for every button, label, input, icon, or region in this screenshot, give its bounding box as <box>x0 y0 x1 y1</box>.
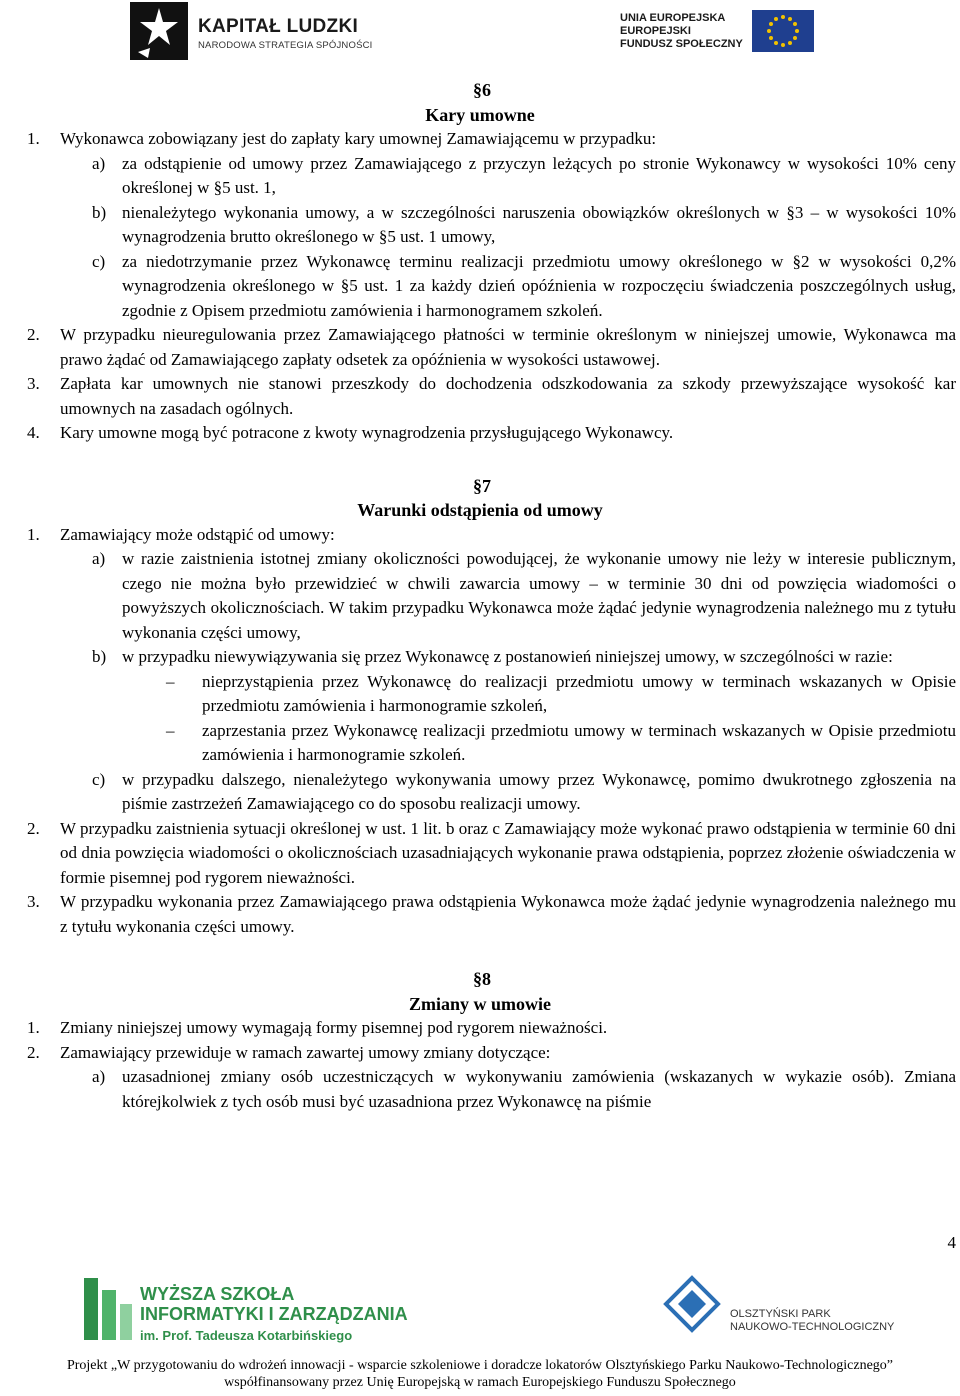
opnt-name <box>730 1308 894 1334</box>
s6-a-label: a) <box>92 153 106 173</box>
section-8-title: Zmiany w umowie <box>408 993 551 1014</box>
s7-paragraph-3 <box>0 890 956 939</box>
wsiiz-logo <box>80 1270 408 1352</box>
s7-b1-dash: – <box>166 671 175 691</box>
s6-p4-text: Kary umowne mogą być potracone z kwoty wynagrodzenia przysługującego Wykonawcy. <box>60 423 674 442</box>
s6-paragraph-3 <box>0 372 956 421</box>
s6-b-text: nienależytego wykonania umowy, a w szczególności naruszenia obowiązków określonych w §3 – w wysokości 10% wynagrodzenia brutto określonego w §5 ust. 1 umowy, <box>122 202 956 246</box>
footer-line-2: współfinansowany przez Unię Europejską w ramach Europejskiego Funduszu Społecznego <box>224 1375 736 1390</box>
s7-p3-text: W przypadku wykonania przez Zamawiającego prawa odstąpienia Wykonawca może żądać jedynie wynagrodzenia należnego mu z tytułu wykonania części umowy. <box>60 892 956 936</box>
s7-b2-dash: – <box>166 720 175 740</box>
opnt-emblem-icon <box>660 1274 724 1338</box>
s7-p2-text: W przypadku zaistnienia sytuacji określonej w ust. 1 lit. b oraz c Zamawiający może wykonać prawo odstąpienia w terminie 60 dni od dnia powzięcia wiadomości o okolicznościach uzasadniających wykonanie prawa odstąpienia, poprzez złożenie oświadczenia w formie pisemnej pod rygorem nieważności. <box>60 818 956 887</box>
page-header <box>0 0 960 64</box>
kapital-ludzki-emblem-icon <box>130 2 188 60</box>
wsiiz-line-1: WYŻSZA SZKOŁA <box>140 1284 295 1304</box>
opnt-line-1: OLSZTYŃSKI PARK <box>730 1308 831 1320</box>
eu-line-3: FUNDUSZ SPOŁECZNY <box>620 38 743 50</box>
s7-paragraph-2 <box>0 817 956 891</box>
eu-line-2: EUROPEJSKI <box>620 25 691 37</box>
s7-p3-number: 3. <box>27 892 40 911</box>
kapital-ludzki-logo <box>130 2 373 58</box>
s8-paragraph-2 <box>0 1041 956 1066</box>
s6-paragraph-4 <box>0 421 956 446</box>
s8-a-label: a) <box>92 1067 106 1086</box>
section-7-number: §7 <box>473 475 491 496</box>
section-6-title: Kary umowne <box>425 104 535 125</box>
s6-p3-text: Zapłata kar umownych nie stanowi przeszkody do dochodzenia odszkodowania za szkody przewyższające wysokość kar umownych na zasadach ogólnych. <box>60 374 956 418</box>
s8-p1-text: Zmiany niniejszej umowy wymagają formy pisemnej pod rygorem nieważności. <box>60 1018 608 1037</box>
s6-c-text: za niedotrzymanie przez Wykonawcę terminu realizacji przedmiotu umowy określonego w §2 w wysokości 0,2% wynagrodzenia określonego w §5 ust. 1 za każdy dzień opóźnienia w rozpoczęciu świadczenia poszczególnych usług, zgodnie z Opisem przedmiotu zamówienia i harmonogramem szkoleń. <box>122 251 956 320</box>
s7-p2-number: 2. <box>27 818 40 838</box>
kapital-ludzki-title: KAPITAŁ LUDZKI <box>198 16 359 37</box>
s7-c-label: c) <box>92 769 106 789</box>
s6-a-text: za odstąpienie od umowy przez Zamawiającego z przyczyn leżących po stronie Wykonawcy w wysokości 10% ceny określonej w §5 ust. 1, <box>122 153 956 197</box>
s7-p1-text: Zamawiający może odstąpić od umowy: <box>60 524 335 544</box>
s6-p2-text: W przypadku nieuregulowania przez Zamawiającego płatności w terminie określonym w niniejszej umowie, Wykonawca ma prawo żądać od Zamawiającego zapłaty odsetek za opóźnienia w wysokości ustawowej. <box>60 325 956 369</box>
s7-b-label: b) <box>92 647 107 666</box>
footer-project-info <box>0 1357 960 1391</box>
s7-item-c <box>0 768 956 817</box>
s7-item-b <box>0 645 956 670</box>
s6-c-label: c) <box>92 251 106 271</box>
s6-p4-number: 4. <box>27 423 40 442</box>
s8-item-a <box>0 1065 956 1114</box>
wsiiz-emblem-icon <box>80 1270 136 1350</box>
section-8-number: §8 <box>473 969 491 989</box>
s6-paragraph-1 <box>0 127 956 152</box>
s7-a-label: a) <box>92 549 106 568</box>
s6-paragraph-2 <box>0 323 956 372</box>
s7-b2-text: zaprzestania przez Wykonawcę realizacji przedmiotu umowy w terminach wskazanych w Opisie przedmiotu zamówienia i harmonogramie szkoleń. <box>202 720 956 764</box>
opnt-line-2: NAUKOWO-TECHNOLOGICZNY <box>730 1321 895 1333</box>
footer-logos <box>0 1262 960 1360</box>
s7-c-text: w przypadku dalszego, nienależytego wykonywania umowy przez Wykonawcę, pomimo dwukrotnego zgłoszenia na piśmie zastrzeżeń Zamawiającego co do sposobu realizacji umowy. <box>122 769 956 813</box>
s6-b-label: b) <box>92 202 107 222</box>
s8-p2-text: Zamawiający przewiduje w ramach zawartej umowy zmiany dotyczące: <box>60 1042 551 1062</box>
s8-paragraph-1 <box>0 1016 956 1041</box>
s8-p1-number: 1. <box>27 1018 40 1037</box>
s7-item-b-dash-2 <box>0 719 956 768</box>
s7-p1-number: 1. <box>27 524 40 544</box>
page-number: 4 <box>947 1233 956 1252</box>
wsiiz-line-2: INFORMATYKI I ZARZĄDZANIA <box>140 1304 408 1324</box>
s6-item-b <box>0 201 956 250</box>
s6-p2-number: 2. <box>27 325 40 344</box>
s7-item-b-dash-1 <box>0 670 956 719</box>
s6-p1-number: 1. <box>27 129 40 148</box>
s7-b-text: w przypadku niewywiązywania się przez Wykonawcę z postanowień niniejszej umowy, w szczególności w razie: <box>122 647 893 666</box>
s6-item-a <box>0 152 956 201</box>
footer-line-1: Projekt „W przygotowaniu do wdrożeń innowacji - wsparcie szkoleniowe i doradcze lokatorów Olsztyńskiego Parku Naukowo-Technologicznego” <box>66 1358 894 1373</box>
kapital-ludzki-subtitle: NARODOWA STRATEGIA SPÓJNOŚCI <box>198 40 373 51</box>
eu-social-fund-logo <box>620 10 830 54</box>
eu-flag-icon <box>752 10 814 52</box>
s8-p2-number: 2. <box>27 1042 40 1062</box>
wsiiz-name <box>140 1284 408 1324</box>
s8-a-text: uzasadnionej zmiany osób uczestniczących w wykonywaniu zamówienia (wskazanych w wykazie osób). Zmiana którejkolwiek z tych osób musi być uzasadniona przez Wykonawcę na piśmie <box>122 1067 956 1111</box>
section-6-number: §6 <box>473 80 491 100</box>
eu-logo-text <box>620 12 743 51</box>
s7-b1-text: nieprzystąpienia przez Wykonawcę do realizacji przedmiotu umowy w terminach wskazanych w Opisie przedmiotu zamówienia i harmonogramie szkoleń, <box>202 671 956 715</box>
s7-a-text: w razie zaistnienia istotnej zmiany okoliczności powodującej, że wykonanie umowy nie leży w interesie publicznym, czego nie można było przewidzieć w chwili zawarcia umowy – w terminie 30 dni od powzięcia wiadomości o powyższych okolicznościach. W takim przypadku Wykonawca może żądać jedynie wynagrodzenia należnego mu z tytułu wykonania części umowy, <box>122 549 956 642</box>
opnt-logo <box>660 1274 900 1344</box>
wsiiz-line-3: im. Prof. Tadeusza Kotarbińskiego <box>140 1328 353 1343</box>
s6-p1-text: Wykonawca zobowiązany jest do zapłaty kary umownej Zamawiającemu w przypadku: <box>60 129 657 148</box>
s6-p3-number: 3. <box>27 374 40 393</box>
s7-paragraph-1 <box>0 523 956 548</box>
s7-item-a <box>0 547 956 645</box>
document-body <box>0 78 960 1114</box>
section-7-title: Warunki odstąpienia od umowy <box>357 500 603 520</box>
eu-line-1: UNIA EUROPEJSKA <box>620 12 726 24</box>
s6-item-c <box>0 250 956 324</box>
